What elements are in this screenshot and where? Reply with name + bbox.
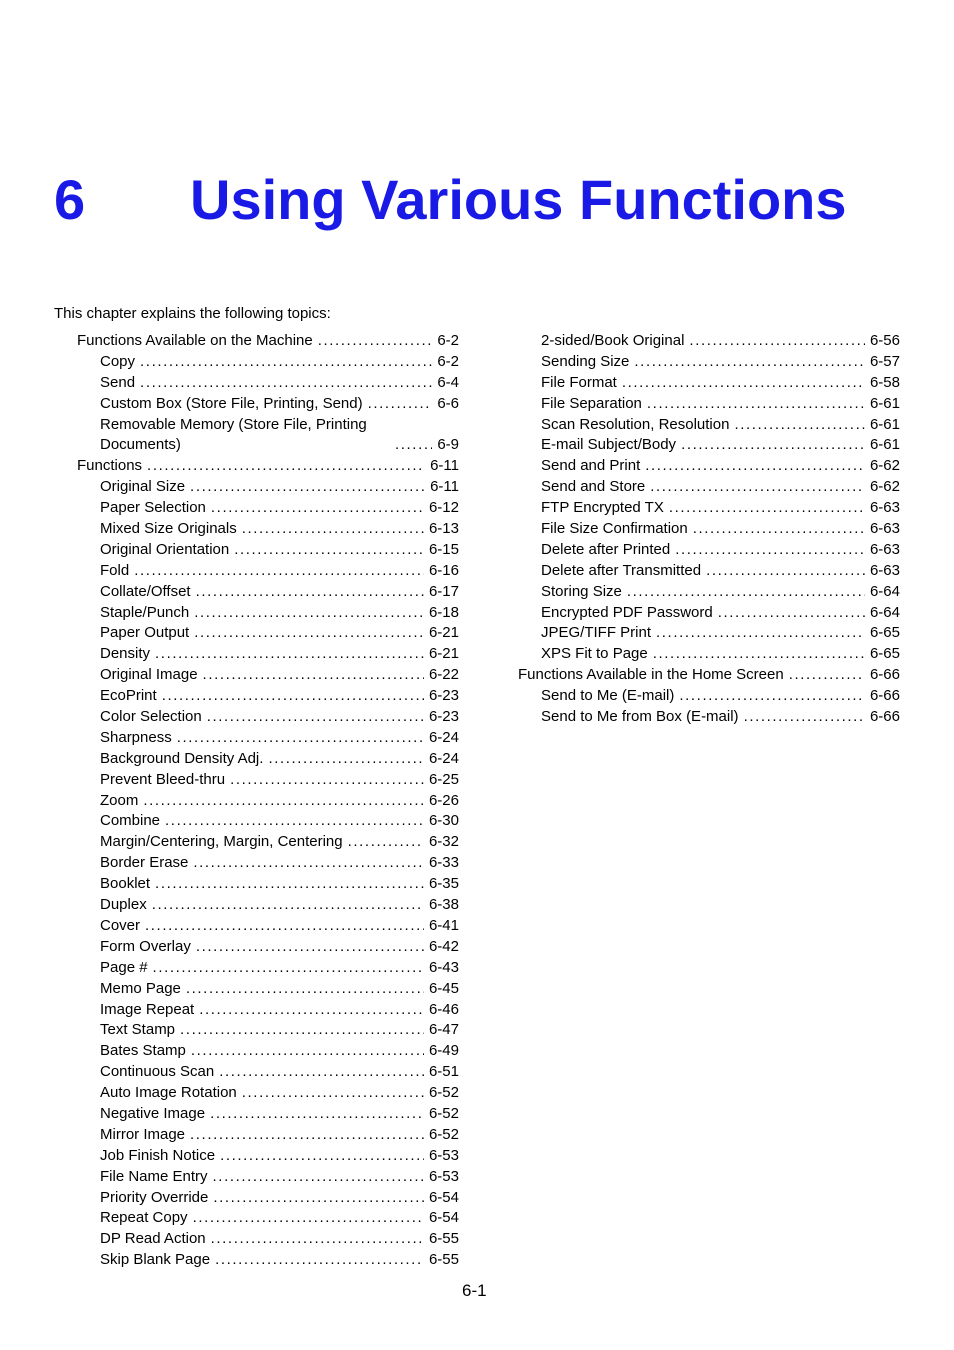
toc-leader-dots: [199, 1000, 424, 1021]
toc-entry-title: Job Finish Notice: [100, 1146, 216, 1164]
toc-entry[interactable]: [77, 603, 459, 624]
toc-entry[interactable]: [77, 1104, 459, 1125]
toc-entry[interactable]: [77, 728, 459, 749]
toc-entry-title: Duplex: [100, 896, 147, 914]
toc-entry-page: 6-54: [428, 1209, 459, 1227]
toc-entry-page: 6-9: [437, 436, 459, 454]
toc-leader-dots: [155, 644, 424, 665]
toc-entry[interactable]: [77, 832, 459, 853]
toc-entry[interactable]: [518, 352, 900, 373]
toc-entry-page: 6-53: [428, 1146, 459, 1164]
toc-entry-title: File Size Confirmation: [541, 520, 688, 537]
toc-entry-page: 6-61: [869, 436, 900, 454]
toc-entry[interactable]: [77, 352, 459, 373]
toc-leader-dots: [706, 561, 865, 582]
toc-entry-page: 6-52: [428, 1104, 459, 1122]
toc-entry-title: Original Orientation: [100, 540, 230, 558]
toc-entry-page: 6-52: [428, 1084, 459, 1102]
toc-leader-dots: [268, 749, 424, 770]
toc-entry-title: Custom Box (Store File, Printing, Send): [100, 394, 363, 412]
toc-entry[interactable]: [77, 1125, 459, 1146]
toc-entry-page: 6-13: [428, 520, 459, 538]
toc-entry[interactable]: [518, 415, 900, 436]
toc-leader-dots: [220, 1146, 424, 1167]
toc-entry[interactable]: [77, 1020, 459, 1041]
toc-entry-title: Send to Me (E-mail): [541, 687, 675, 705]
toc-entry[interactable]: [77, 1146, 459, 1167]
toc-leader-dots: [242, 519, 424, 540]
toc-entry-title: Negative Image: [100, 1104, 206, 1122]
toc-entry[interactable]: [518, 540, 900, 561]
toc-entry-page: 6-4: [437, 373, 459, 391]
toc-entry-page: 6-2: [437, 331, 459, 349]
toc-entry-page: 6-26: [428, 791, 459, 809]
toc-entry-title: Priority Override: [100, 1188, 209, 1206]
toc-entry-title: Form Overlay: [100, 937, 191, 955]
toc-entry-title: File Name Entry: [100, 1167, 208, 1185]
toc-entry-title: Copy: [100, 352, 136, 370]
toc-column-left: [77, 331, 459, 1271]
toc-entry[interactable]: [77, 498, 459, 519]
toc-entry[interactable]: [77, 1041, 459, 1062]
toc-entry[interactable]: [77, 749, 459, 770]
toc-entry-title: Original Size: [100, 478, 186, 496]
toc-entry-title: Send: [100, 373, 136, 391]
toc-entry-page: 6-17: [428, 582, 459, 600]
toc-entry[interactable]: [77, 707, 459, 728]
toc-entry-title: Bates Stamp: [100, 1042, 186, 1060]
toc-entry[interactable]: [77, 540, 459, 561]
toc-entry-title: Zoom: [100, 791, 139, 809]
toc-entry-page: 6-24: [428, 749, 459, 767]
toc-leader-dots: [234, 540, 424, 561]
toc-leader-dots: [634, 352, 865, 373]
toc-entry-title: Delete after Printed: [541, 540, 671, 558]
toc-leader-dots: [140, 373, 432, 394]
toc-leader-dots: [180, 1020, 424, 1041]
toc-leader-dots: [744, 707, 865, 728]
toc-entry-title: Send to Me from Box (E-mail): [541, 708, 739, 726]
toc-leader-dots: [193, 1208, 424, 1229]
toc-entry[interactable]: [77, 791, 459, 812]
toc-entry[interactable]: [77, 1083, 459, 1104]
toc-entry-page: 6-32: [428, 833, 459, 851]
toc-leader-dots: [679, 686, 865, 707]
toc-entry-page: 6-63: [869, 499, 900, 517]
toc-entry-page: 6-57: [869, 352, 900, 370]
toc-entry[interactable]: [518, 603, 900, 624]
toc-leader-dots: [213, 1188, 424, 1209]
toc-entry-title: Functions Available in the Home Screen: [518, 666, 784, 684]
toc-entry[interactable]: [77, 812, 459, 833]
toc-entry[interactable]: [77, 1188, 459, 1209]
toc-leader-dots: [650, 477, 865, 498]
toc-entry-page: 6-35: [428, 875, 459, 893]
toc-entry[interactable]: [518, 644, 900, 665]
toc-entry-page: 6-43: [428, 958, 459, 976]
toc-entry-title: Removable Memory (Store File, Printing Documents): [100, 415, 367, 454]
toc-entry[interactable]: [77, 394, 459, 415]
toc-entry-page: 6-15: [428, 540, 459, 558]
toc-entry-page: 6-55: [428, 1251, 459, 1269]
toc-leader-dots: [155, 874, 424, 895]
toc-entry-page: 6-12: [428, 499, 459, 517]
toc-leader-dots: [215, 1250, 424, 1271]
toc-leader-dots: [194, 623, 424, 644]
toc-entry[interactable]: [77, 456, 459, 477]
toc-entry-title: Collate/Offset: [100, 582, 191, 600]
toc-entry-title: Send and Store: [541, 478, 646, 496]
toc-entry[interactable]: [77, 519, 459, 540]
toc-leader-dots: [395, 435, 432, 456]
toc-entry-page: 6-47: [428, 1021, 459, 1039]
toc-entry-title: Page #: [100, 958, 148, 976]
toc-leader-dots: [693, 519, 865, 540]
toc-entry-title: Staple/Punch: [100, 603, 190, 621]
toc-entry-title: Color Selection: [100, 708, 202, 726]
toc-entry-page: 6-54: [428, 1188, 459, 1206]
toc-entry-title: Continuous Scan: [100, 1063, 215, 1081]
toc-entry[interactable]: [518, 456, 900, 477]
toc-entry-title: Mixed Size Originals: [100, 520, 237, 538]
toc-entry-title: File Format: [541, 373, 617, 391]
toc-entry-title: Paper Output: [100, 624, 190, 642]
toc-entry-page: 6-2: [437, 352, 459, 370]
toc-entry-title: Scan Resolution, Resolution: [541, 415, 730, 433]
toc-leader-dots: [210, 1104, 424, 1125]
toc-entry[interactable]: [77, 1000, 459, 1021]
toc-entry-page: 6-62: [869, 457, 900, 475]
toc-entry[interactable]: [77, 853, 459, 874]
toc-entry-page: 6-53: [428, 1167, 459, 1185]
toc-entry-page: 6-16: [428, 561, 459, 579]
toc-leader-dots: [675, 540, 865, 561]
toc-leader-dots: [211, 498, 424, 519]
toc-entry-page: 6-18: [428, 603, 459, 621]
toc-entry-page: 6-51: [428, 1063, 459, 1081]
toc-leader-dots: [789, 665, 865, 686]
toc-entry-page: 6-61: [869, 394, 900, 412]
toc-leader-dots: [681, 435, 865, 456]
toc-leader-dots: [196, 937, 424, 958]
toc-leader-dots: [219, 1062, 424, 1083]
toc-entry[interactable]: [518, 394, 900, 415]
toc-leader-dots: [190, 1125, 424, 1146]
toc-entry-title: E-mail Subject/Body: [541, 436, 677, 454]
toc-entry-page: 6-65: [869, 624, 900, 642]
toc-entry[interactable]: [77, 979, 459, 1000]
toc-entry[interactable]: [77, 1208, 459, 1229]
toc-entry-page: 6-63: [869, 561, 900, 579]
toc-leader-dots: [194, 603, 424, 624]
toc-entry-page: 6-66: [869, 708, 900, 726]
toc-entry[interactable]: [77, 686, 459, 707]
toc-entry[interactable]: [518, 686, 900, 707]
toc-entry-page: 6-49: [428, 1042, 459, 1060]
toc-leader-dots: [190, 477, 425, 498]
toc-entry-title: Prevent Bleed-thru: [100, 770, 226, 788]
toc-leader-dots: [213, 1167, 424, 1188]
toc-entry[interactable]: [77, 665, 459, 686]
toc-entry-page: 6-65: [869, 645, 900, 663]
toc-entry-title: Border Erase: [100, 854, 189, 872]
toc-leader-dots: [147, 456, 425, 477]
toc-entry[interactable]: [518, 561, 900, 582]
toc-entry[interactable]: [77, 937, 459, 958]
toc-entry[interactable]: [77, 623, 459, 644]
toc-entry-page: 6-11: [430, 457, 459, 475]
toc-leader-dots: [207, 707, 424, 728]
toc-entry-page: 6-46: [428, 1000, 459, 1018]
toc-entry-title: Functions Available on the Machine: [77, 331, 313, 349]
toc-entry-title: FTP Encrypted TX: [541, 499, 664, 517]
toc-entry-title: Functions: [77, 457, 143, 475]
toc-leader-dots: [191, 1041, 424, 1062]
toc-entry-title: XPS Fit to Page: [541, 645, 648, 663]
toc-entry-title: Storing Size: [541, 582, 622, 600]
toc-entry-page: 6-25: [428, 770, 459, 788]
toc-entry-page: 6-55: [428, 1230, 459, 1248]
toc-leader-dots: [152, 895, 424, 916]
toc-entry[interactable]: [77, 895, 459, 916]
toc-leader-dots: [140, 352, 432, 373]
toc-entry-title: DP Read Action: [100, 1230, 206, 1248]
toc-entry[interactable]: [77, 582, 459, 603]
toc-entry[interactable]: [77, 644, 459, 665]
toc-entry-title: Combine: [100, 812, 161, 830]
toc-entry[interactable]: [518, 707, 900, 728]
toc-entry[interactable]: [518, 665, 900, 686]
toc-entry-page: 6-22: [428, 666, 459, 684]
page-number: 6-1: [462, 1281, 487, 1300]
toc-entry-page: 6-11: [430, 478, 459, 496]
toc-entry-title: Paper Selection: [100, 499, 206, 517]
toc-entry-page: 6-6: [437, 394, 459, 412]
toc-entry-title: Margin/Centering, Margin, Centering: [100, 833, 343, 851]
toc-entry-page: 6-41: [428, 916, 459, 934]
toc-entry[interactable]: [518, 435, 900, 456]
toc-leader-dots: [196, 582, 424, 603]
toc-entry-page: 6-33: [428, 854, 459, 872]
toc-entry[interactable]: [518, 519, 900, 540]
toc-entry-title: Original Image: [100, 666, 198, 684]
toc-entry[interactable]: [77, 373, 459, 394]
toc-entry[interactable]: [77, 331, 459, 352]
toc-entry[interactable]: [518, 331, 900, 352]
toc-entry-page: 6-23: [428, 687, 459, 705]
toc-entry[interactable]: [77, 958, 459, 979]
toc-entry-page: 6-45: [428, 979, 459, 997]
toc-entry[interactable]: [77, 477, 459, 498]
toc-entry-page: 6-64: [869, 582, 900, 600]
toc-entry-page: 6-66: [869, 666, 900, 684]
toc-entry-page: 6-38: [428, 896, 459, 914]
toc-leader-dots: [134, 561, 424, 582]
toc-entry-page: 6-21: [428, 645, 459, 663]
toc-entry-title: Density: [100, 645, 151, 663]
toc-leader-dots: [734, 415, 865, 436]
toc-entry-page: 6-21: [428, 624, 459, 642]
toc-leader-dots: [368, 394, 433, 415]
toc-entry[interactable]: [77, 561, 459, 582]
toc-entry-title: Image Repeat: [100, 1000, 195, 1018]
toc-leader-dots: [653, 644, 865, 665]
toc-leader-dots: [145, 916, 424, 937]
toc-entry[interactable]: [77, 1229, 459, 1250]
toc-entry-page: 6-62: [869, 478, 900, 496]
toc-leader-dots: [203, 665, 424, 686]
toc-entry-title: Skip Blank Page: [100, 1251, 211, 1269]
toc-entry-page: 6-63: [869, 520, 900, 537]
toc-entry[interactable]: [518, 582, 900, 603]
toc-entry-page: 6-52: [428, 1125, 459, 1143]
toc-entry[interactable]: [77, 874, 459, 895]
toc-entry-title: EcoPrint: [100, 687, 157, 705]
toc-leader-dots: [242, 1083, 424, 1104]
toc-entry-title: Encrypted PDF Password: [541, 603, 713, 621]
toc-entry-title: Delete after Transmitted: [541, 561, 702, 579]
toc-leader-dots: [177, 728, 424, 749]
toc-leader-dots: [622, 373, 865, 394]
toc-entry-page: 6-64: [869, 603, 900, 621]
toc-entry[interactable]: [77, 415, 459, 457]
chapter-intro: This chapter explains the following topics:: [54, 305, 331, 322]
toc-entry-page: 6-24: [428, 728, 459, 746]
toc-entry-title: Booklet: [100, 875, 151, 893]
toc-leader-dots: [647, 394, 865, 415]
toc-leader-dots: [656, 623, 865, 644]
chapter-number: 6: [54, 168, 86, 231]
toc-entry-page: 6-58: [869, 373, 900, 391]
chapter-title: Using Various Functions: [190, 168, 847, 231]
toc-column-right: [518, 331, 900, 728]
toc-entry-page: 6-56: [869, 331, 900, 349]
toc-entry-page: 6-63: [869, 540, 900, 558]
toc-entry-page: 6-42: [428, 937, 459, 955]
toc-entry[interactable]: [518, 477, 900, 498]
toc-entry[interactable]: [77, 1062, 459, 1083]
toc-leader-dots: [718, 603, 865, 624]
toc-entry-title: JPEG/TIFF Print: [541, 624, 652, 642]
toc-leader-dots: [165, 811, 424, 832]
toc-entry-title: Repeat Copy: [100, 1209, 188, 1227]
toc-leader-dots: [689, 331, 865, 352]
toc-entry[interactable]: [77, 1250, 459, 1271]
toc-entry-page: 6-30: [428, 812, 459, 830]
toc-entry[interactable]: [77, 1167, 459, 1188]
toc-entry-page: 6-66: [869, 687, 900, 705]
toc-entry-title: Auto Image Rotation: [100, 1084, 237, 1102]
toc-leader-dots: [153, 958, 424, 979]
toc-entry-title: 2-sided/Book Original: [541, 331, 685, 349]
toc-entry[interactable]: [518, 373, 900, 394]
toc-entry-page: 6-61: [869, 415, 900, 433]
toc-entry-title: Send and Print: [541, 457, 641, 475]
toc-entry-title: Text Stamp: [100, 1021, 176, 1039]
toc-entry[interactable]: [518, 498, 900, 519]
toc-entry-title: File Separation: [541, 394, 642, 412]
toc-leader-dots: [143, 791, 424, 812]
toc-entry-title: Sharpness: [100, 728, 172, 746]
toc-leader-dots: [645, 456, 865, 477]
toc-leader-dots: [193, 853, 424, 874]
toc-entry-title: Fold: [100, 561, 130, 579]
toc-entry-title: Mirror Image: [100, 1125, 186, 1143]
toc-leader-dots: [318, 331, 433, 352]
toc-entry[interactable]: [77, 916, 459, 937]
toc-leader-dots: [162, 686, 424, 707]
toc-leader-dots: [211, 1229, 424, 1250]
toc-leader-dots: [186, 979, 424, 1000]
toc-leader-dots: [230, 770, 424, 791]
toc-entry-page: 6-23: [428, 708, 459, 726]
toc-entry[interactable]: [77, 770, 459, 791]
toc-leader-dots: [627, 582, 865, 603]
toc-entry-title: Background Density Adj.: [100, 749, 264, 767]
toc-leader-dots: [348, 832, 424, 853]
toc-entry-title: Memo Page: [100, 979, 181, 997]
toc-entry-title: Sending Size: [541, 352, 630, 370]
toc-leader-dots: [669, 498, 865, 519]
toc-entry-title: Cover: [100, 916, 141, 934]
toc-entry[interactable]: [518, 623, 900, 644]
